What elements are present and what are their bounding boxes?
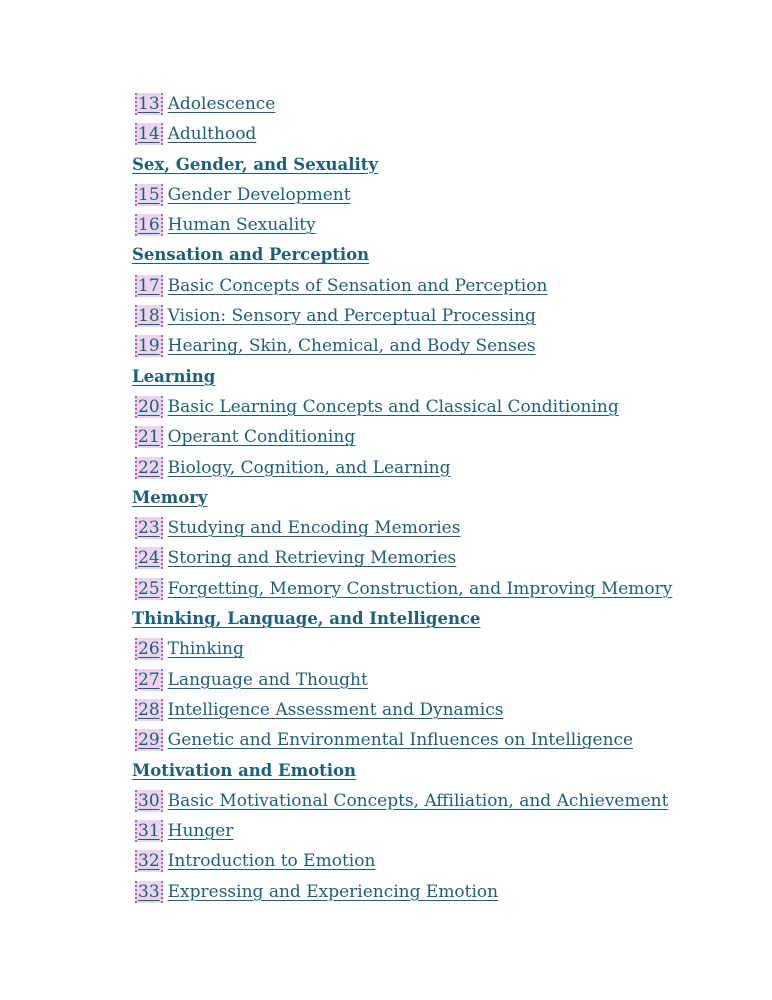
toc-entry-row xyxy=(132,695,732,725)
chapter-title: Hunger xyxy=(167,821,234,842)
section-heading-link[interactable]: Sex, Gender, and Sexuality xyxy=(132,154,378,174)
chapter-title: Biology, Cognition, and Learning xyxy=(167,457,451,478)
toc-section-row xyxy=(132,362,732,392)
chapter-title: Studying and Encoding Memories xyxy=(167,518,461,539)
toc-entry-link[interactable] xyxy=(132,301,536,331)
chapter-number: 27 xyxy=(135,669,163,691)
toc-entry-row xyxy=(132,846,732,876)
chapter-number: 19 xyxy=(135,335,163,357)
toc-entry-row xyxy=(132,725,732,755)
chapter-title: Forgetting, Memory Construction, and Improving Memory xyxy=(167,578,673,599)
chapter-number: 33 xyxy=(135,881,163,903)
toc-entry-link[interactable] xyxy=(132,513,460,543)
toc-entry-link[interactable] xyxy=(132,846,375,876)
chapter-number: 26 xyxy=(135,638,163,660)
toc-entry-row xyxy=(132,271,732,301)
toc-entry-row xyxy=(132,634,732,664)
toc-entry-link[interactable] xyxy=(132,786,668,816)
chapter-number: 20 xyxy=(135,396,163,418)
toc-entry-row xyxy=(132,786,732,816)
chapter-number: 29 xyxy=(135,729,163,751)
chapter-number: 14 xyxy=(135,123,163,145)
chapter-title: Expressing and Experiencing Emotion xyxy=(167,881,499,902)
toc-section-row xyxy=(132,756,732,786)
toc-section-row xyxy=(132,150,732,180)
toc-entry-row xyxy=(132,816,732,846)
chapter-number: 21 xyxy=(135,426,163,448)
toc-entry-row xyxy=(132,331,732,361)
toc-entry-row xyxy=(132,119,732,149)
chapter-title: Thinking xyxy=(167,639,244,660)
chapter-title: Basic Concepts of Sensation and Perception xyxy=(167,275,548,296)
toc-entry-link[interactable] xyxy=(132,877,498,907)
toc-entry-link[interactable] xyxy=(132,665,368,695)
toc-entry-link[interactable] xyxy=(132,392,619,422)
chapter-title: Operant Conditioning xyxy=(167,427,356,448)
chapter-title: Hearing, Skin, Chemical, and Body Senses xyxy=(167,336,536,357)
table-of-contents xyxy=(132,89,732,907)
toc-entry-row xyxy=(132,210,732,240)
toc-entry-row xyxy=(132,89,732,119)
toc-entry-link[interactable] xyxy=(132,816,233,846)
chapter-title: Language and Thought xyxy=(167,669,368,690)
toc-section-row xyxy=(132,604,732,634)
toc-entry-link[interactable] xyxy=(132,89,275,119)
chapter-number: 23 xyxy=(135,517,163,539)
toc-section-row xyxy=(132,483,732,513)
chapter-title: Adolescence xyxy=(167,94,276,114)
toc-entry-row xyxy=(132,543,732,573)
toc-entry-row xyxy=(132,877,732,907)
chapter-title: Introduction to Emotion xyxy=(167,851,376,872)
toc-entry-link[interactable] xyxy=(132,271,547,301)
section-heading-link[interactable]: Memory xyxy=(132,487,208,507)
toc-entry-link[interactable] xyxy=(132,210,316,240)
chapter-number: 16 xyxy=(135,214,163,236)
chapter-title: Gender Development xyxy=(167,184,351,205)
toc-entry-row xyxy=(132,513,732,543)
toc-entry-row xyxy=(132,180,732,210)
toc-section-row xyxy=(132,240,732,270)
chapter-title: Basic Motivational Concepts, Affiliation, and Achievement xyxy=(167,790,669,811)
section-heading-link[interactable]: Motivation and Emotion xyxy=(132,760,356,780)
toc-entry-row xyxy=(132,422,732,452)
toc-entry-link[interactable] xyxy=(132,634,244,664)
chapter-number: 31 xyxy=(135,820,163,842)
chapter-title: Adulthood xyxy=(167,124,257,145)
toc-entry-link[interactable] xyxy=(132,725,633,755)
section-heading-link[interactable]: Learning xyxy=(132,366,216,386)
chapter-number: 13 xyxy=(135,93,163,115)
chapter-title: Genetic and Environmental Influences on Intelligence xyxy=(167,730,634,751)
chapter-number: 22 xyxy=(135,457,163,479)
toc-entry-link[interactable] xyxy=(132,543,456,573)
toc-entry-row xyxy=(132,574,732,604)
toc-entry-link[interactable] xyxy=(132,331,536,361)
chapter-title: Intelligence Assessment and Dynamics xyxy=(167,699,504,720)
chapter-number: 32 xyxy=(135,850,163,872)
chapter-title: Basic Learning Concepts and Classical Conditioning xyxy=(167,396,619,417)
toc-entry-row xyxy=(132,453,732,483)
chapter-number: 15 xyxy=(135,184,163,206)
toc-entry-link[interactable] xyxy=(132,180,351,210)
chapter-number: 25 xyxy=(135,578,163,600)
toc-entry-link[interactable] xyxy=(132,119,256,149)
toc-entry-link[interactable] xyxy=(132,422,355,452)
toc-entry-row xyxy=(132,665,732,695)
toc-entry-link[interactable] xyxy=(132,695,503,725)
section-heading-link[interactable]: Sensation and Perception xyxy=(132,245,370,265)
chapter-number: 28 xyxy=(135,699,163,721)
toc-entry-row xyxy=(132,301,732,331)
chapter-title: Storing and Retrieving Memories xyxy=(167,548,457,569)
chapter-number: 17 xyxy=(135,275,163,297)
chapter-title: Human Sexuality xyxy=(167,215,316,236)
toc-entry-link[interactable] xyxy=(132,574,672,604)
chapter-number: 18 xyxy=(135,305,163,327)
toc-entry-row xyxy=(132,392,732,422)
section-heading-link[interactable]: Thinking, Language, and Intelligence xyxy=(132,609,481,629)
chapter-title: Vision: Sensory and Perceptual Processing xyxy=(167,306,536,327)
chapter-number: 24 xyxy=(135,547,163,569)
chapter-number: 30 xyxy=(135,790,163,812)
toc-entry-link[interactable] xyxy=(132,453,450,483)
